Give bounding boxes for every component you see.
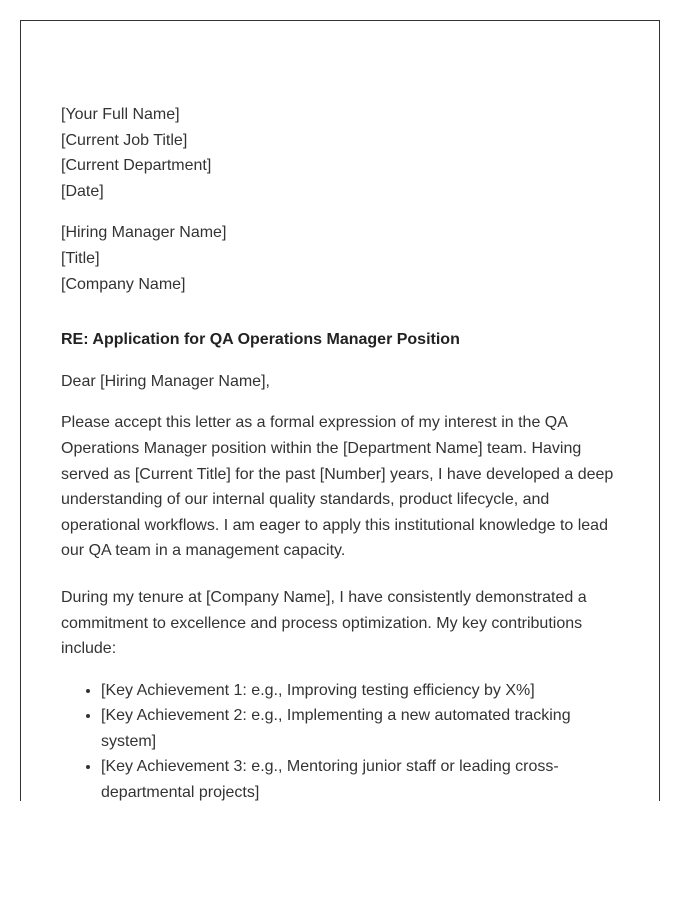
body-paragraph-contributions: During my tenure at [Company Name], I have consistently demonstrated a commitment to excellence and process optimization. My key contributions include: xyxy=(61,588,587,658)
sender-block xyxy=(61,102,621,204)
body-paragraph-intro: Please accept this letter as a formal expression of my interest in the QA Operations Manager position within the [Department Name] team. Having served as [Current Title] for the past [Number] years, I have developed a deep understanding of our internal quality standards, product lifecycle, and operational workflows. I am eager to apply this institutional knowledge to lead our QA team in a management capacity. xyxy=(61,414,614,560)
list-item: • [Key Achievement 3: e.g., Mentoring junior staff or leading cross-departmental projects] xyxy=(101,754,621,801)
letter-page xyxy=(20,20,660,801)
list-item: • [Key Achievement 1: e.g., Improving testing efficiency by X%] xyxy=(101,678,621,704)
salutation: Dear [Hiring Manager Name], xyxy=(61,372,270,390)
recipient-block xyxy=(61,220,621,297)
sender-department: [Current Department] xyxy=(61,157,212,175)
recipient-company: [Company Name] xyxy=(61,275,186,293)
recipient-title: [Title] xyxy=(61,249,100,267)
letter-body xyxy=(61,102,621,801)
subject-line: RE: Application for QA Operations Manager Position xyxy=(61,331,460,349)
list-item: • [Key Achievement 2: e.g., Implementing a new automated tracking system] xyxy=(101,703,621,754)
recipient-name: [Hiring Manager Name] xyxy=(61,224,227,242)
sender-name: [Your Full Name] xyxy=(61,106,180,123)
letter-date: [Date] xyxy=(61,182,104,200)
achievements-list xyxy=(61,678,621,801)
sender-job-title: [Current Job Title] xyxy=(61,131,188,149)
